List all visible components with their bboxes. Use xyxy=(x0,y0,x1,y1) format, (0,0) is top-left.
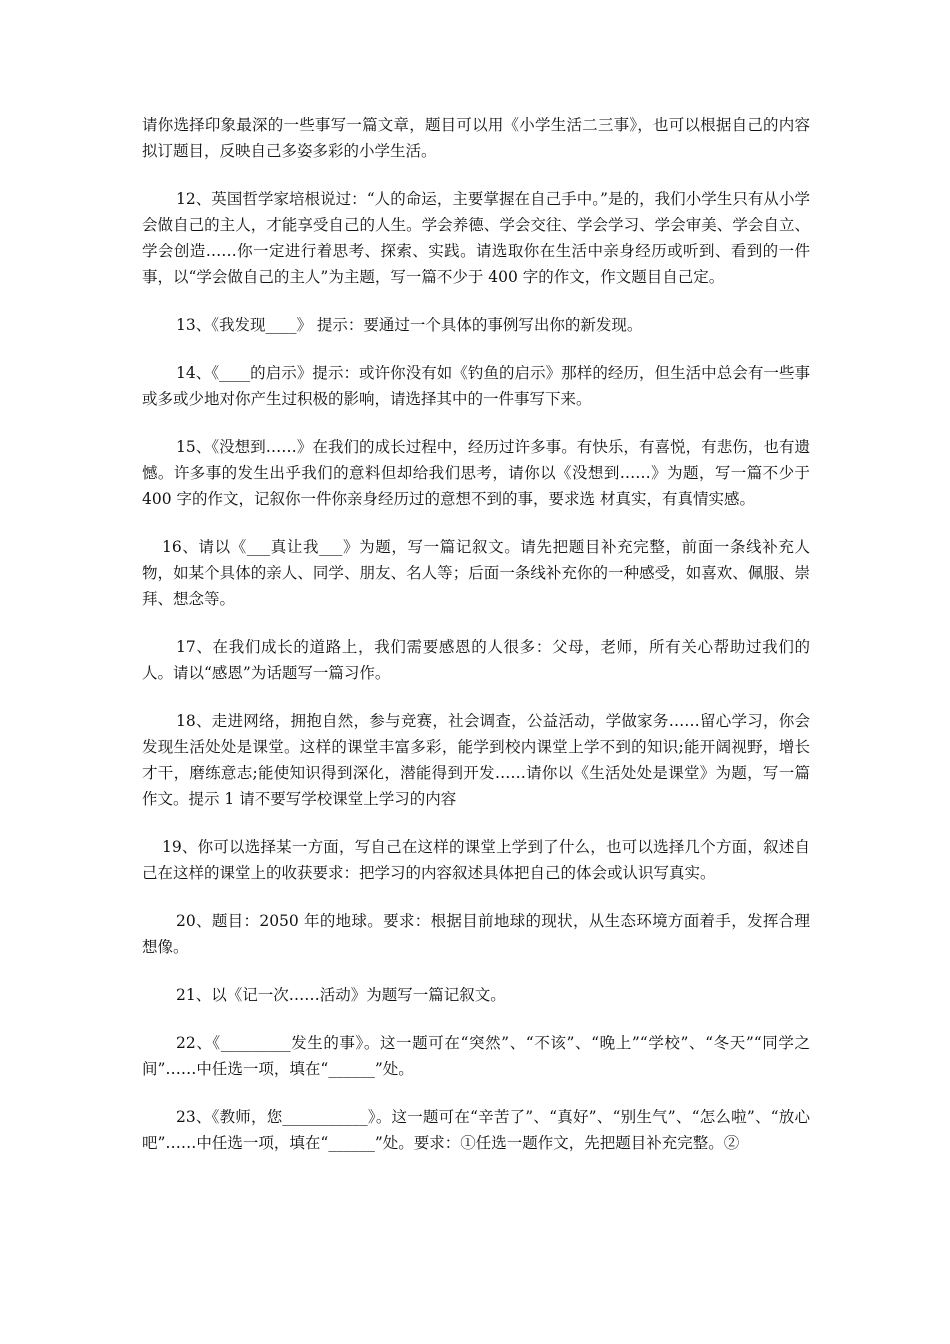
paragraph-item-18: 18、走进网络，拥抱自然，参与竞赛，社会调查，公益活动，学做家务……留心学习，你会发现生活处处是课堂。这样的课堂丰富多彩，能学到校内课堂上学不到的知识;能开阔视野，增长才干，磨练意志;能使知识得到深化，潜能得到开发……请你以《生活处处是课堂》为题，写一篇作文。提示 1 请不要写学校课堂上学习的内容 xyxy=(142,712,810,808)
paragraph-item-16: 16、请以《___真让我___》为题，写一篇记叙文。请先把题目补充完整，前面一条线补充人物，如某个具体的亲人、同学、朋友、名人等；后面一条线补充你的一种感受，如喜欢、佩服、崇拜、想念等。 xyxy=(142,538,810,608)
paragraph-item-19: 19、你可以选择某一方面，写自己在这样的课堂上学到了什么，也可以选择几个方面，叙述自己在这样的课堂上的收获要求：把学习的内容叙述具体把自己的体会或认识写真实。 xyxy=(142,838,810,882)
paragraph-intro: 请你选择印象最深的一些事写一篇文章，题目可以用《小学生活二三事》，也可以根据自己的内容拟订题目，反映自己多姿多彩的小学生活。 xyxy=(142,116,810,160)
paragraph-item-23: 23、《教师，您___________》。这一题可在“辛苦了”、“真好”、“别生气”、“怎么啦”、“放心吧”……中任选一项，填在“______”处。要求：①任选一题作文，先把题目补充完整。② xyxy=(142,1108,810,1152)
document-page xyxy=(142,112,810,1178)
paragraph-item-15: 15、《没想到……》在我们的成长过程中，经历过许多事。有快乐，有喜悦，有悲伤，也有遗憾。许多事的发生出乎我们的意料但却给我们思考，请你以《没想到……》为题，写一篇不少于 400 字的作文，记叙你一件你亲身经历过的意想不到的事，要求选 材真实，有真情实感。 xyxy=(142,438,810,508)
paragraph-item-20: 20、题目：2050 年的地球。要求：根据目前地球的现状，从生态环境方面着手，发挥合理想像。 xyxy=(142,912,810,956)
paragraph-item-21: 21、以《记一次……活动》为题写一篇记叙文。 xyxy=(176,986,506,1004)
paragraph-item-22: 22、《_________发生的事》。这一题可在“突然”、“不该”、“晚上”“学校”、“冬天”“同学之间”……中任选一项，填在“______”处。 xyxy=(142,1034,810,1078)
paragraph-item-13: 13、《我发现____》 提示：要通过一个具体的事例写出你的新发现。 xyxy=(176,316,643,334)
paragraph-item-17: 17、在我们成长的道路上，我们需要感恩的人很多：父母，老师，所有关心帮助过我们的人。请以“感恩”为话题写一篇习作。 xyxy=(142,638,810,682)
paragraph-item-14: 14、《____的启示》提示：或许你没有如《钓鱼的启示》那样的经历，但生活中总会有一些事或多或少地对你产生过积极的影响，请选择其中的一件事写下来。 xyxy=(142,364,810,408)
paragraph-item-12: 12、英国哲学家培根说过：“人的命运，主要掌握在自己手中。”是的，我们小学生只有从小学会做自己的主人，才能享受自己的人生。学会养德、学会交往、学会学习、学会审美、学会自立、学会创造……你一定进行着思考、探索、实践。请选取你在生活中亲身经历或听到、看到的一件事，以“学会做自己的主人”为主题，写一篇不少于 400 字的作文，作文题目自己定。 xyxy=(142,190,810,286)
